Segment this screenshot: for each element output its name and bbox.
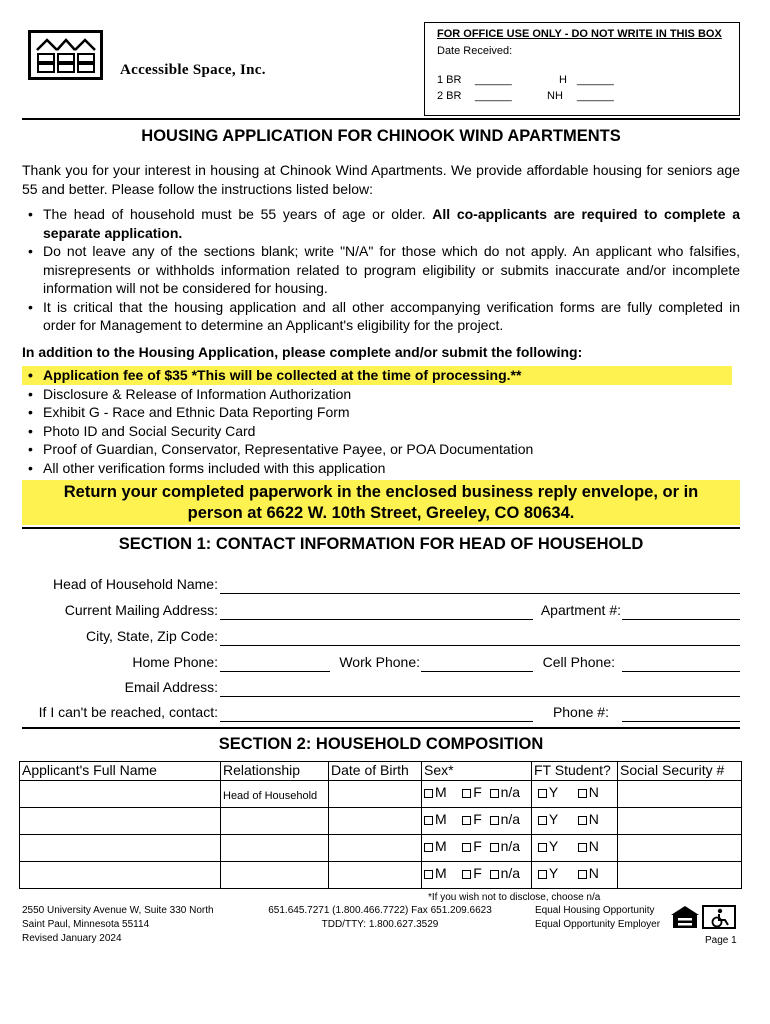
sex-f-checkbox[interactable] — [462, 789, 471, 798]
col-ssn: Social Security # — [618, 762, 742, 781]
office-use-title: FOR OFFICE USE ONLY - DO NOT WRITE IN THIS BOX — [437, 28, 722, 40]
footer-contact — [250, 904, 510, 932]
sex-na-checkbox[interactable] — [490, 870, 499, 879]
relationship-cell[interactable] — [221, 808, 329, 835]
nh-label: NH — [547, 90, 563, 102]
student-n-checkbox[interactable] — [578, 789, 587, 798]
contact-phone-label: Phone #: — [552, 704, 609, 720]
sex-m-checkbox[interactable] — [424, 816, 433, 825]
sex-m-label: M — [435, 784, 447, 800]
student-y-checkbox[interactable] — [538, 843, 547, 852]
contact-phone-field[interactable] — [622, 706, 740, 722]
student-n-checkbox[interactable] — [578, 843, 587, 852]
relationship-cell: Head of Household — [221, 781, 329, 808]
student-cell — [532, 781, 618, 808]
dob-cell[interactable] — [329, 808, 422, 835]
footer-address — [22, 904, 214, 946]
instruction-item — [22, 205, 740, 242]
sex-footnote: *If you wish not to disclose, choose n/a — [428, 892, 601, 903]
relationship-cell[interactable] — [221, 862, 329, 889]
br1-label: 1 BR — [437, 74, 462, 86]
student-n-checkbox[interactable] — [578, 870, 587, 879]
student-y-label: Y — [548, 784, 559, 800]
city-state-zip-field[interactable] — [220, 630, 740, 646]
mailing-address-field[interactable] — [220, 604, 533, 620]
section1-title: SECTION 1: CONTACT INFORMATION FOR HEAD OF HOUSEHOLD — [22, 527, 740, 554]
sex-m-label: M — [435, 838, 447, 854]
sex-f-checkbox[interactable] — [462, 870, 471, 879]
sex-m-checkbox[interactable] — [424, 789, 433, 798]
ssn-cell[interactable] — [618, 781, 742, 808]
sex-cell — [422, 835, 532, 862]
office-use-box — [424, 22, 740, 116]
apartment-field[interactable] — [622, 604, 740, 620]
sex-na-label: n/a — [500, 784, 521, 800]
return-notice — [22, 480, 740, 525]
head-name-label: Head of Household Name: — [53, 576, 218, 592]
sex-f-checkbox[interactable] — [462, 843, 471, 852]
name-cell[interactable] — [20, 862, 221, 889]
footer-revised: Revised January 2024 — [22, 933, 122, 944]
ssn-cell[interactable] — [618, 808, 742, 835]
sex-na-checkbox[interactable] — [490, 816, 499, 825]
relationship-cell[interactable] — [221, 835, 329, 862]
table-row — [20, 781, 742, 808]
household-table — [19, 761, 742, 889]
emergency-contact-label: If I can't be reached, contact: — [38, 704, 218, 720]
instruction-text: The head of household must be 55 years of age or older. — [43, 206, 433, 222]
home-phone-label: Home Phone: — [132, 654, 218, 670]
col-dob: Date of Birth — [329, 762, 422, 781]
sex-f-label: F — [473, 784, 482, 800]
ssn-cell[interactable] — [618, 835, 742, 862]
mailing-address-label: Current Mailing Address: — [64, 602, 218, 618]
h-blank: ______ — [577, 74, 614, 86]
work-phone-label: Work Phone: — [339, 654, 420, 670]
company-logo — [28, 30, 103, 80]
sex-m-label: M — [435, 865, 447, 881]
br2-label: 2 BR — [437, 90, 462, 102]
table-header-row — [20, 762, 742, 781]
footer-tdd: TDD/TTY: 1.800.627.3529 — [321, 919, 439, 930]
table-row — [20, 835, 742, 862]
dob-cell[interactable] — [329, 781, 422, 808]
return-notice-line1: Return your completed paperwork in the enclosed business reply envelope, or in — [63, 483, 699, 501]
student-y-label: Y — [548, 865, 559, 881]
return-notice-line2: person at 6622 W. 10th Street, Greeley, CO 80634. — [187, 504, 575, 522]
student-n-label: N — [588, 838, 599, 854]
student-n-checkbox[interactable] — [578, 816, 587, 825]
page-title: HOUSING APPLICATION FOR CHINOOK WIND APARTMENTS — [22, 118, 740, 146]
additional-item: • Proof of Guardian, Conservator, Representative Payee, or POA Documentation — [22, 440, 740, 459]
email-label: Email Address: — [124, 679, 218, 695]
dob-cell[interactable] — [329, 862, 422, 889]
sex-na-label: n/a — [500, 811, 521, 827]
student-y-checkbox[interactable] — [538, 789, 547, 798]
sex-cell — [422, 862, 532, 889]
student-n-label: N — [588, 784, 599, 800]
footer-eho: Equal Housing Opportunity — [535, 905, 655, 916]
dob-cell[interactable] — [329, 835, 422, 862]
work-phone-field[interactable] — [421, 656, 533, 672]
student-y-checkbox[interactable] — [538, 870, 547, 879]
additional-item: • Photo ID and Social Security Card — [22, 422, 740, 441]
instruction-item: • It is critical that the housing application and all other accompanying verification forms are fully completed in order for Management to determine an Applicant's eligibility for the project. — [22, 298, 740, 335]
name-cell[interactable] — [20, 781, 221, 808]
instruction-bold-text: All co-applicants are required to complete a separate application. — [43, 206, 740, 241]
student-cell — [532, 808, 618, 835]
head-name-field[interactable] — [220, 578, 740, 594]
sex-f-checkbox[interactable] — [462, 816, 471, 825]
additional-item: • Disclosure & Release of Information Authorization — [22, 385, 740, 404]
sex-cell — [422, 808, 532, 835]
cell-phone-label: Cell Phone: — [542, 654, 615, 670]
section2-title: SECTION 2: HOUSEHOLD COMPOSITION — [22, 727, 740, 754]
equal-housing-icon — [668, 904, 738, 935]
student-y-label: Y — [548, 811, 559, 827]
student-cell — [532, 835, 618, 862]
sex-na-label: n/a — [500, 865, 521, 881]
additional-item-fee: • Application fee of $35 *This will be collected at the time of processing.** — [22, 366, 732, 385]
intro-text: Thank you for your interest in housing at Chinook Wind Apartments. We provide affordable housing for seniors age 55 and better. Please follow the instructions listed below: — [22, 162, 740, 197]
additional-list — [22, 366, 740, 477]
nh-blank: ______ — [577, 90, 614, 102]
sex-f-label: F — [473, 838, 482, 854]
table-row — [20, 808, 742, 835]
sex-f-label: F — [473, 865, 482, 881]
footer-phone: 651.645.7271 (1.800.466.7722) Fax 651.209.6623 — [268, 905, 492, 916]
br1-blank: ______ — [475, 74, 512, 86]
email-field[interactable] — [220, 681, 740, 697]
apartment-label: Apartment #: — [540, 602, 621, 618]
student-n-label: N — [588, 811, 599, 827]
name-cell[interactable] — [20, 835, 221, 862]
emergency-contact-field[interactable] — [220, 706, 533, 722]
instruction-list — [22, 205, 740, 335]
footer-eoe: Equal Opportunity Employer — [535, 919, 661, 930]
page-number: Page 1 — [705, 935, 737, 946]
col-sex: Sex* — [422, 762, 532, 781]
h-label: H — [559, 74, 567, 86]
sex-m-checkbox[interactable] — [424, 870, 433, 879]
sex-na-checkbox[interactable] — [490, 789, 499, 798]
footer-address-line1: 2550 University Avenue W, Suite 330 North — [22, 905, 214, 916]
br2-blank: ______ — [475, 90, 512, 102]
sex-cell — [422, 781, 532, 808]
date-received-label: Date Received: — [437, 45, 513, 57]
city-state-zip-label: City, State, Zip Code: — [85, 628, 218, 644]
sex-na-label: n/a — [500, 838, 521, 854]
additional-item: • All other verification forms included with this application — [22, 459, 740, 478]
footer-equal-opportunity — [535, 904, 660, 932]
sex-m-label: M — [435, 811, 447, 827]
col-ft-student: FT Student? — [532, 762, 618, 781]
student-y-checkbox[interactable] — [538, 816, 547, 825]
ssn-cell[interactable] — [618, 862, 742, 889]
sex-na-checkbox[interactable] — [490, 843, 499, 852]
table-row — [20, 862, 742, 889]
cell-phone-field[interactable] — [622, 656, 740, 672]
sex-f-label: F — [473, 811, 482, 827]
col-full-name: Applicant's Full Name — [20, 762, 221, 781]
company-name: Accessible Space, Inc. — [120, 62, 266, 78]
name-cell[interactable] — [20, 808, 221, 835]
sex-m-checkbox[interactable] — [424, 843, 433, 852]
additional-heading: In addition to the Housing Application, please complete and/or submit the following: — [22, 344, 583, 360]
home-phone-field[interactable] — [220, 656, 330, 672]
student-y-label: Y — [548, 838, 559, 854]
student-n-label: N — [588, 865, 599, 881]
additional-item: • Exhibit G - Race and Ethnic Data Reporting Form — [22, 403, 740, 422]
col-relationship: Relationship — [221, 762, 329, 781]
student-cell — [532, 862, 618, 889]
footer-address-line2: Saint Paul, Minnesota 55114 — [22, 919, 150, 930]
instruction-item: • Do not leave any of the sections blank; write "N/A" for those which do not apply. An applicant who falsifies, misrepresents or withholds information related to program eligibility or submits inaccurate and/or incomplete information will not be considered for housing. — [22, 242, 740, 298]
